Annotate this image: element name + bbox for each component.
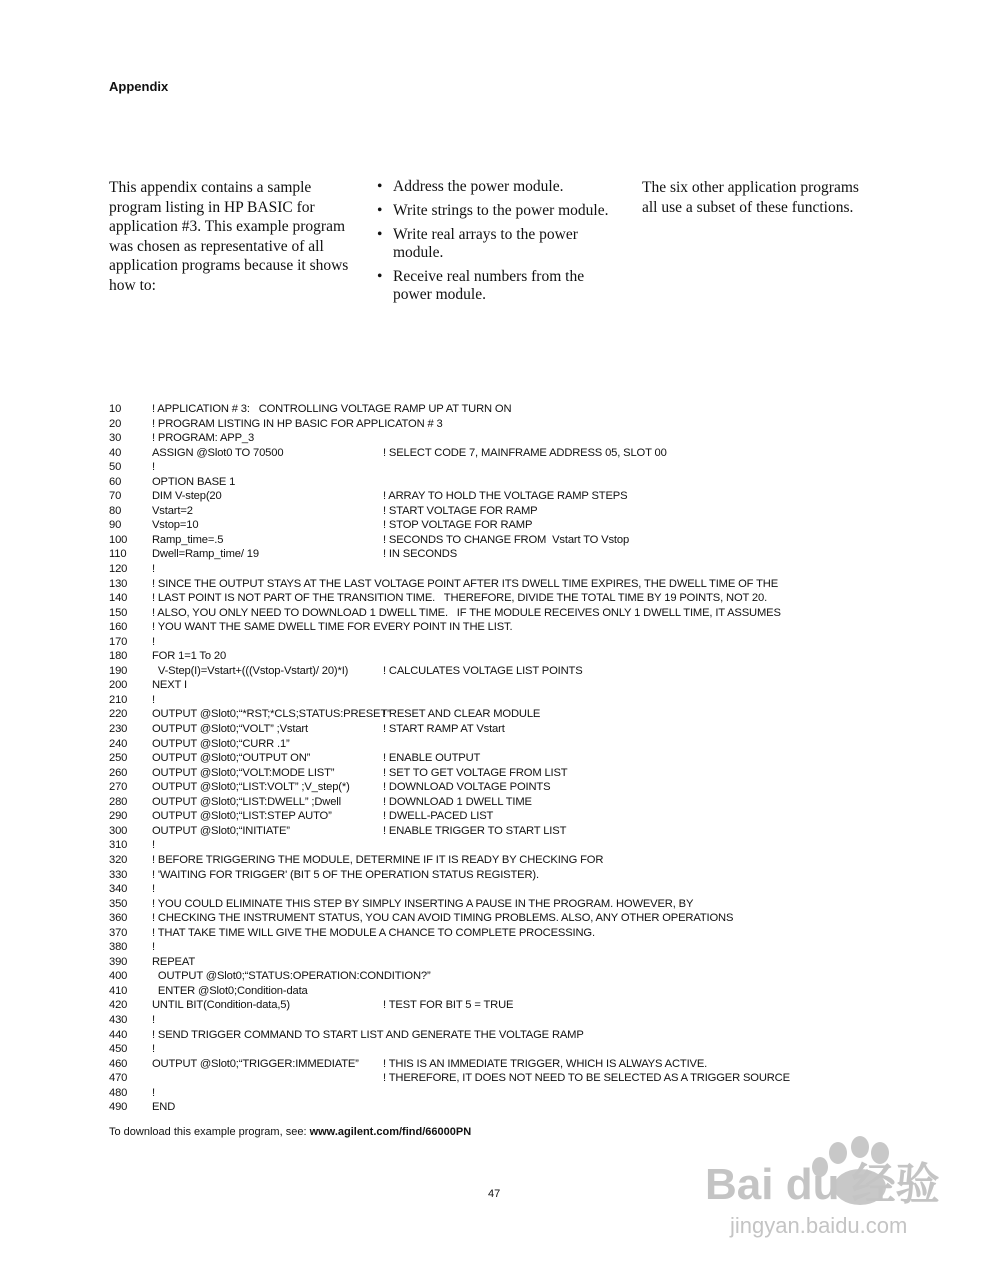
- line-number: 240: [109, 737, 128, 750]
- line-number: 190: [109, 664, 128, 677]
- code-statement: OUTPUT @Slot0;“VOLT:MODE LIST”: [152, 766, 335, 779]
- capability-item: • Write real arrays to the power module.: [377, 226, 617, 262]
- code-statement: FOR 1=1 To 20: [152, 650, 227, 663]
- code-comment: ! SET TO GET VOLTAGE FROM LIST: [383, 766, 568, 779]
- code-line: [109, 635, 909, 650]
- code-line: [109, 518, 909, 533]
- line-number: 60: [109, 475, 122, 488]
- line-number: 320: [109, 853, 128, 866]
- code-comment: ! STOP VOLTAGE FOR RAMP: [383, 519, 533, 532]
- code-line: [109, 955, 909, 970]
- line-number: 110: [109, 548, 127, 561]
- code-comment: ! TEST FOR BIT 5 = TRUE: [383, 999, 514, 1012]
- line-number: 250: [109, 752, 128, 765]
- watermark-url: jingyan.baidu.com: [730, 1213, 908, 1238]
- code-line: [109, 591, 909, 606]
- line-number: 210: [109, 693, 128, 706]
- line-number: 360: [109, 912, 128, 925]
- code-statement: !: [152, 635, 155, 648]
- line-number: 180: [109, 650, 128, 663]
- line-number: 200: [109, 679, 128, 692]
- code-line: [109, 940, 909, 955]
- code-line: [109, 766, 909, 781]
- line-number: 40: [109, 446, 122, 459]
- watermark-logo: Bai du 经验: [705, 1160, 940, 1209]
- line-number: 20: [109, 417, 122, 430]
- code-line: [109, 897, 909, 912]
- code-comment: ! DWELL-PACED LIST: [383, 810, 494, 823]
- section-heading: Appendix: [109, 79, 169, 94]
- code-statement: OUTPUT @Slot0;“INITIATE”: [152, 824, 290, 837]
- code-statement: Dwell=Ramp_time/ 19: [152, 548, 259, 561]
- code-line: [109, 824, 909, 839]
- line-number: 270: [109, 781, 128, 794]
- code-comment: ! ARRAY TO HOLD THE VOLTAGE RAMP STEPS: [383, 490, 628, 503]
- line-number: 260: [109, 766, 128, 779]
- line-number: 480: [109, 1086, 128, 1099]
- code-line: [109, 693, 909, 708]
- download-text: To download this example program, see:: [109, 1126, 310, 1138]
- line-number: 170: [109, 635, 128, 648]
- code-comment: ! THIS IS AN IMMEDIATE TRIGGER, WHICH IS ALWAYS ACTIVE.: [383, 1057, 708, 1070]
- code-line: [109, 562, 909, 577]
- line-number: 490: [109, 1101, 128, 1114]
- line-number: 420: [109, 999, 128, 1012]
- code-statement: ! APPLICATION # 3: CONTROLLING VOLTAGE RAMP UP AT TURN ON: [152, 403, 512, 415]
- code-line: [109, 1057, 909, 1072]
- code-statement: !: [152, 1086, 155, 1099]
- code-comment: ! SECONDS TO CHANGE FROM Vstart TO Vstop: [383, 533, 630, 546]
- code-statement: OUTPUT @Slot0;“*RST;*CLS;STATUS:PRESET”: [152, 708, 391, 721]
- code-statement: Vstart=2: [152, 504, 193, 517]
- code-line: [109, 649, 909, 664]
- code-line: [109, 402, 909, 417]
- code-line: [109, 475, 909, 490]
- page-number: 47: [488, 1188, 501, 1200]
- code-line: [109, 1028, 909, 1043]
- line-number: 150: [109, 606, 128, 619]
- code-line: [109, 1042, 909, 1057]
- code-statement: !: [152, 563, 155, 576]
- line-number: 280: [109, 795, 128, 808]
- download-link[interactable]: www.agilent.com/find/66000PN: [309, 1126, 472, 1138]
- code-line: [109, 577, 909, 592]
- code-statement: OUTPUT @Slot0;“STATUS:OPERATION:CONDITION?”: [152, 970, 431, 983]
- code-statement: !: [152, 883, 155, 896]
- line-number: 380: [109, 941, 128, 954]
- code-statement: ! BEFORE TRIGGERING THE MODULE, DETERMINE IF IT IS READY BY CHECKING FOR: [152, 853, 604, 866]
- code-statement: ! YOU COULD ELIMINATE THIS STEP BY SIMPLY INSERTING A PAUSE IN THE PROGRAM. HOWEVER, BY: [152, 897, 694, 910]
- code-line: [109, 795, 909, 810]
- code-comment: ! CALCULATES VOLTAGE LIST POINTS: [383, 664, 583, 677]
- code-line: [109, 838, 909, 853]
- code-comment: ! RESET AND CLEAR MODULE: [383, 708, 541, 721]
- code-statement: !: [152, 461, 155, 474]
- code-line: [109, 911, 909, 926]
- line-number: 340: [109, 883, 128, 896]
- code-statement: !: [152, 693, 155, 706]
- code-statement: ! CHECKING THE INSTRUMENT STATUS, YOU CAN AVOID TIMING PROBLEMS. ALSO, ANY OTHER OPERATIONS: [152, 912, 734, 925]
- code-line: [109, 489, 909, 504]
- code-statement: ! ALSO, YOU ONLY NEED TO DOWNLOAD 1 DWELL TIME. IF THE MODULE RECEIVES ONLY 1 DWELL TIME, IT ASSUMES: [152, 606, 781, 619]
- code-line: [109, 664, 909, 679]
- line-number: 410: [109, 984, 128, 997]
- code-statement: ENTER @Slot0;Condition-data: [152, 984, 308, 997]
- line-number: 160: [109, 621, 128, 634]
- code-statement: !: [152, 839, 155, 852]
- summary-paragraph: The six other application programs all use a subset of these functions.: [642, 179, 859, 216]
- code-statement: !: [152, 1013, 155, 1026]
- intro-paragraph: This appendix contains a sample program listing in HP BASIC for application #3. This example program was chosen as representative of all application programs because it shows how to:: [109, 179, 349, 294]
- code-line: [109, 431, 909, 446]
- line-number: 460: [109, 1057, 128, 1070]
- line-number: 140: [109, 592, 128, 605]
- code-line: [109, 984, 909, 999]
- code-statement: ! YOU WANT THE SAME DWELL TIME FOR EVERY POINT IN THE LIST.: [152, 621, 513, 634]
- line-number: 430: [109, 1013, 128, 1026]
- code-statement: OUTPUT @Slot0;“LIST:STEP AUTO”: [152, 810, 332, 823]
- code-comment: ! ENABLE TRIGGER TO START LIST: [383, 824, 567, 837]
- code-line: [109, 504, 909, 519]
- line-number: 440: [109, 1028, 128, 1041]
- code-line: [109, 620, 909, 635]
- line-number: 50: [109, 461, 122, 474]
- line-number: 80: [109, 504, 122, 517]
- code-line: [109, 533, 909, 548]
- line-number: 400: [109, 970, 128, 983]
- code-statement: OUTPUT @Slot0;“TRIGGER:IMMEDIATE”: [152, 1057, 359, 1070]
- line-number: 390: [109, 955, 128, 968]
- code-statement: !: [152, 941, 155, 954]
- line-number: 70: [109, 490, 122, 503]
- code-statement: Ramp_time=.5: [152, 533, 224, 546]
- line-number: 10: [109, 403, 122, 415]
- code-line: [109, 737, 909, 752]
- code-comment: ! THEREFORE, IT DOES NOT NEED TO BE SELECTED AS A TRIGGER SOURCE: [383, 1072, 790, 1085]
- code-comment: ! DOWNLOAD VOLTAGE POINTS: [383, 781, 551, 794]
- code-comment: ! ENABLE OUTPUT: [383, 752, 481, 765]
- line-number: 130: [109, 577, 128, 590]
- code-line: [109, 446, 909, 461]
- code-line: [109, 751, 909, 766]
- code-statement: OUTPUT @Slot0;“OUTPUT ON”: [152, 752, 311, 765]
- code-line: [109, 707, 909, 722]
- code-comment: ! SELECT CODE 7, MAINFRAME ADDRESS 05, SLOT 00: [383, 446, 667, 459]
- capability-item: • Write strings to the power module.: [377, 202, 617, 220]
- line-number: 30: [109, 432, 122, 445]
- code-statement: !: [152, 1043, 155, 1056]
- line-number: 230: [109, 723, 128, 736]
- code-comment: ! START RAMP AT Vstart: [383, 723, 505, 736]
- code-statement: NEXT I: [152, 679, 187, 692]
- code-statement: OUTPUT @Slot0;“VOLT” ;Vstart: [152, 723, 308, 736]
- line-number: 290: [109, 810, 128, 823]
- code-statement: ASSIGN @Slot0 TO 70500: [152, 446, 284, 459]
- code-comment: ! START VOLTAGE FOR RAMP: [383, 504, 538, 517]
- code-line: [109, 853, 909, 868]
- line-number: 350: [109, 897, 128, 910]
- code-line: [109, 678, 909, 693]
- code-statement: ! 'WAITING FOR TRIGGER' (BIT 5 OF THE OPERATION STATUS REGISTER).: [152, 868, 539, 881]
- code-line: [109, 722, 909, 737]
- code-statement: OUTPUT @Slot0;“LIST:DWELL” ;Dwell: [152, 795, 341, 808]
- code-line: [109, 998, 909, 1013]
- code-line: [109, 460, 909, 475]
- code-statement: ! LAST POINT IS NOT PART OF THE TRANSITION TIME. THEREFORE, DIVIDE THE TOTAL TIME BY 19 POINTS, NOT 20.: [152, 592, 768, 605]
- line-number: 330: [109, 868, 128, 881]
- line-number: 90: [109, 519, 122, 532]
- line-number: 300: [109, 824, 128, 837]
- baidu-watermark: [700, 1135, 940, 1255]
- code-line: [109, 547, 909, 562]
- code-comment: ! IN SECONDS: [383, 548, 458, 561]
- code-statement: END: [152, 1101, 176, 1114]
- line-number: 220: [109, 708, 128, 721]
- code-statement: REPEAT: [152, 955, 196, 968]
- line-number: 370: [109, 926, 128, 939]
- code-statement: OUTPUT @Slot0;“CURR .1”: [152, 737, 290, 750]
- code-line: [109, 1100, 909, 1115]
- code-statement: ! SINCE THE OUTPUT STAYS AT THE LAST VOLTAGE POINT AFTER ITS DWELL TIME EXPIRES, THE DWELL TIME OF THE: [152, 577, 779, 590]
- code-line: [109, 1071, 909, 1086]
- code-statement: ! PROGRAM LISTING IN HP BASIC FOR APPLICATON # 3: [152, 417, 443, 430]
- code-line: [109, 926, 909, 941]
- program-listing: [109, 402, 909, 1115]
- code-statement: ! PROGRAM: APP_3: [152, 432, 255, 445]
- line-number: 120: [109, 563, 128, 576]
- code-line: [109, 809, 909, 824]
- line-number: 470: [109, 1072, 128, 1085]
- code-line: [109, 1086, 909, 1101]
- code-line: [109, 882, 909, 897]
- code-statement: Vstop=10: [152, 519, 199, 532]
- download-note: [109, 1126, 471, 1138]
- code-statement: OUTPUT @Slot0;“LIST:VOLT” ;V_step(*): [152, 781, 350, 794]
- code-line: [109, 780, 909, 795]
- code-statement: ! THAT TAKE TIME WILL GIVE THE MODULE A CHANCE TO COMPLETE PROCESSING.: [152, 926, 595, 939]
- code-line: [109, 969, 909, 984]
- code-statement: OPTION BASE 1: [152, 475, 236, 488]
- code-statement: DIM V-step(20: [152, 490, 222, 503]
- line-number: 310: [109, 839, 128, 852]
- line-number: 450: [109, 1043, 128, 1056]
- code-line: [109, 868, 909, 883]
- capability-item: • Receive real numbers from the power module.: [377, 268, 617, 304]
- code-statement: UNTIL BIT(Condition-data,5): [152, 999, 290, 1012]
- capability-list: [377, 178, 617, 310]
- code-line: [109, 1013, 909, 1028]
- code-line: [109, 606, 909, 621]
- code-statement: ! SEND TRIGGER COMMAND TO START LIST AND GENERATE THE VOLTAGE RAMP: [152, 1028, 584, 1041]
- code-line: [109, 417, 909, 432]
- code-statement: V-Step(I)=Vstart+(((Vstop-Vstart)/ 20)*I): [152, 664, 349, 677]
- code-comment: ! DOWNLOAD 1 DWELL TIME: [383, 795, 532, 808]
- capability-item: • Address the power module.: [377, 178, 617, 196]
- line-number: 100: [109, 533, 128, 546]
